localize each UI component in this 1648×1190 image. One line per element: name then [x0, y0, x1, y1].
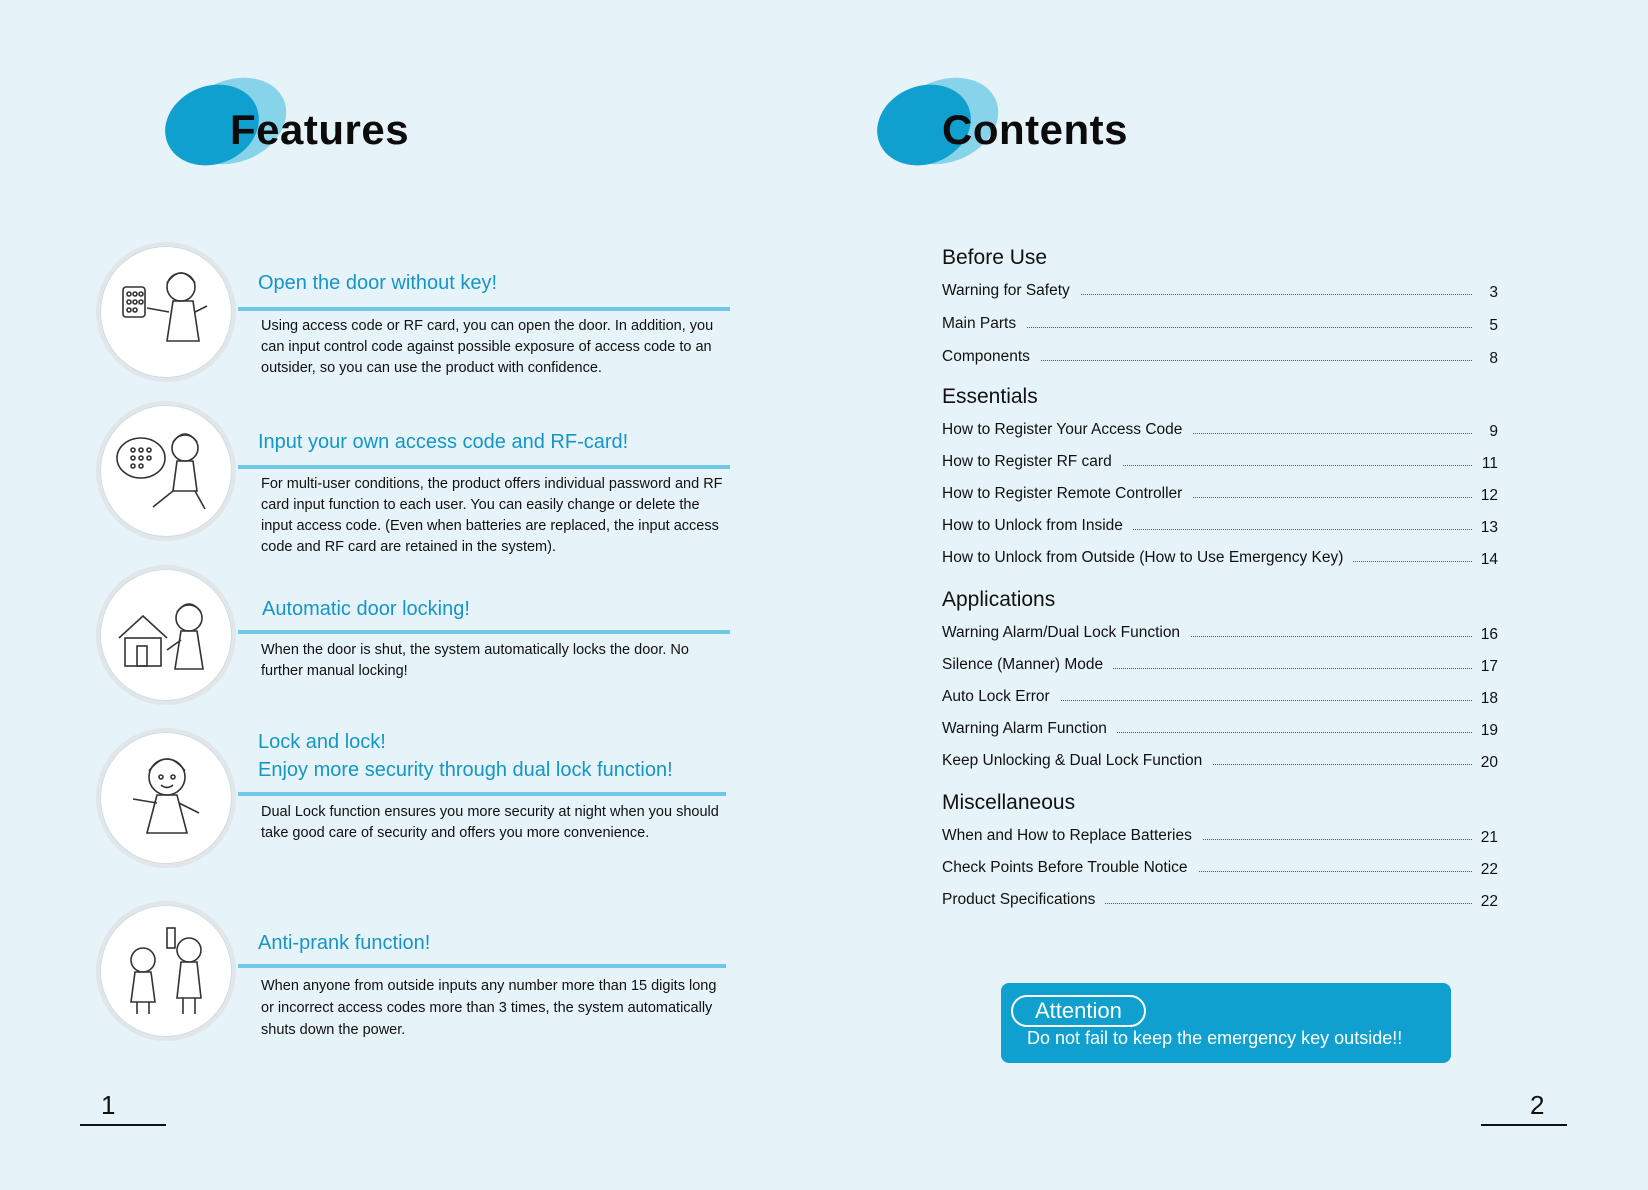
toc-item[interactable] — [942, 485, 1498, 507]
card-keypad-illustration-icon — [96, 401, 236, 541]
toc-item[interactable] — [942, 348, 1498, 370]
feature-title: Automatic door locking! — [262, 598, 470, 620]
toc-item[interactable] — [942, 891, 1498, 913]
toc-item-label: How to Unlock from Outside (How to Use Emergency Key) — [942, 549, 1353, 567]
toc-item-label: Auto Lock Error — [942, 688, 1060, 706]
toc-item-label: Main Parts — [942, 315, 1026, 333]
toc-item-page: 20 — [1480, 754, 1498, 771]
toc-item-label: Silence (Manner) Mode — [942, 656, 1113, 674]
feature-item — [96, 565, 736, 705]
feature-description: Dual Lock function ensures you more security at night when you should take good care of security and offers you more convenience. — [261, 804, 719, 841]
toc-item[interactable] — [942, 517, 1498, 539]
toc-item[interactable] — [942, 720, 1498, 742]
feature-description: For multi-user conditions, the product offers individual password and RF card input function to each user. You can easily change or delete the input access code. (Even when batteries are replaced, the input access code and RF card are retained in the system). — [261, 476, 723, 555]
dual-lock-girl-illustration-icon — [96, 728, 236, 868]
toc-item-page: 11 — [1481, 455, 1498, 472]
feature-divider — [238, 630, 730, 634]
toc-item[interactable] — [942, 827, 1498, 849]
toc-item-label: How to Register RF card — [942, 453, 1122, 471]
feature-description: Using access code or RF card, you can open the door. In addition, you can input control code against possible exposure of access code to an outsider, so you can use the product with confidence. — [261, 318, 714, 376]
toc-item-page: 21 — [1480, 829, 1498, 846]
page-number-underline — [1481, 1124, 1567, 1126]
toc-item[interactable] — [942, 859, 1498, 881]
toc-item-label: How to Unlock from Inside — [942, 517, 1133, 535]
toc-item[interactable] — [942, 421, 1498, 443]
feature-description: When the door is shut, the system automatically locks the door. No further manual locking! — [261, 642, 689, 679]
toc-section-title: Miscellaneous — [942, 791, 1076, 814]
toc-item[interactable] — [942, 624, 1498, 646]
page-number-right: 2 — [1530, 1090, 1545, 1120]
feature-divider — [238, 465, 730, 469]
feature-divider — [238, 964, 726, 968]
toc-item-page: 12 — [1480, 487, 1498, 504]
toc-item-label: Product Specifications — [942, 891, 1105, 909]
feature-item — [96, 728, 736, 868]
toc-item-page: 14 — [1480, 551, 1498, 568]
toc-item-page: 13 — [1480, 519, 1498, 536]
toc-item-page: 3 — [1489, 284, 1498, 301]
feature-title: Open the door without key! — [258, 272, 498, 294]
toc-item-page: 22 — [1480, 893, 1498, 910]
toc-item-page: 5 — [1489, 317, 1498, 334]
feature-divider — [238, 792, 726, 796]
anti-prank-kids-illustration-icon — [96, 901, 236, 1041]
toc-item-page: 17 — [1480, 658, 1498, 675]
feature-item — [96, 901, 736, 1041]
feature-item — [96, 242, 736, 382]
toc-item-label: When and How to Replace Batteries — [942, 827, 1202, 845]
feature-description: When anyone from outside inputs any number more than 15 digits long or incorrect access codes more than 3 times, the system automatically shuts down the power. — [261, 978, 717, 1038]
toc-item-label: Warning Alarm/Dual Lock Function — [942, 624, 1190, 642]
toc-item-page: 16 — [1480, 626, 1498, 643]
toc-item[interactable] — [942, 282, 1498, 304]
house-lock-illustration-icon — [96, 565, 236, 705]
keypad-user-illustration-icon — [96, 242, 236, 382]
feature-item — [96, 401, 736, 555]
toc-item-page: 22 — [1480, 861, 1498, 878]
contents-title: Contents — [942, 106, 1128, 153]
feature-title: Anti-prank function! — [258, 932, 431, 954]
toc-item[interactable] — [942, 453, 1498, 475]
toc-item[interactable] — [942, 315, 1498, 337]
page-number-left: 1 — [101, 1090, 116, 1120]
toc-item-page: 8 — [1489, 350, 1498, 367]
feature-title: Input your own access code and RF-card! — [258, 431, 629, 453]
feature-title-line1: Lock and lock! — [258, 731, 386, 753]
toc-item-label: Keep Unlocking & Dual Lock Function — [942, 752, 1212, 770]
attention-box — [1001, 983, 1451, 1063]
attention-title: Attention — [1011, 995, 1146, 1027]
toc-item[interactable] — [942, 656, 1498, 678]
features-title: Features — [230, 106, 410, 153]
toc-item-label: Warning for Safety — [942, 282, 1080, 300]
toc-section-title: Applications — [942, 588, 1056, 611]
toc-item[interactable] — [942, 752, 1498, 774]
toc-item[interactable] — [942, 549, 1498, 571]
feature-title-line2: Enjoy more security through dual lock function! — [258, 759, 673, 781]
page-number-underline — [80, 1124, 166, 1126]
toc-item-label: How to Register Your Access Code — [942, 421, 1192, 439]
attention-text: Do not fail to keep the emergency key outside!! — [1027, 1028, 1403, 1048]
toc-item[interactable] — [942, 688, 1498, 710]
toc-item-label: Warning Alarm Function — [942, 720, 1117, 738]
toc-item-label: Components — [942, 348, 1040, 366]
toc-item-label: How to Register Remote Controller — [942, 485, 1192, 503]
feature-divider — [238, 307, 730, 311]
toc-item-page: 9 — [1489, 423, 1498, 440]
toc-item-page: 19 — [1480, 722, 1498, 739]
toc-section-title: Before Use — [942, 246, 1048, 269]
toc-section-title: Essentials — [942, 385, 1038, 408]
toc-item-page: 18 — [1480, 690, 1498, 707]
toc-item-label: Check Points Before Trouble Notice — [942, 859, 1198, 877]
